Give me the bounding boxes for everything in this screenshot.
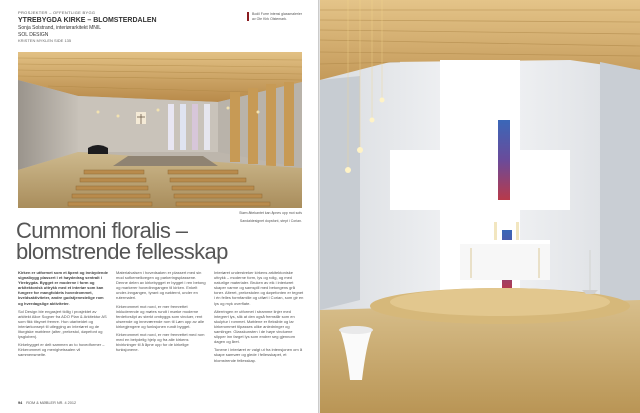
body-paragraph: Kirkebygget er delt sammen av to hovedformer – Kirkerommet og menighetssalen vil sammensmelte. <box>18 342 105 358</box>
photo-credit: KRISTEN MYKLEN SIDE 135 <box>18 38 72 43</box>
article-title-line-1: Cummoni floralis – <box>16 218 188 243</box>
left-page <box>0 0 318 413</box>
designer-credit: Sonja Solstrand, interiørarkitekt MNIL <box>18 25 102 31</box>
body-paragraph: Materialvalsen i hovedsaken er plassert med sin mod sofkemelkvegen og parkeringsplassene. Denne delen av kirkebygget er bygget i ren betong og markerer hovedinngangen til kirken. Enkelt under-inngangen, tyrant og nøkternt, under en rutermaleri. <box>116 270 206 301</box>
magazine-name: ROM & MØBLER NR. 4 2012 <box>26 401 77 405</box>
body-paragraph: Kirken er utformet som et åpent og innbydende signalbygg plassert i et høydedrag sentralt i Ytrebygda. Bygget er moderne i form og arkitektonisk uttrykk med et interiør som kan fungere for mangfoldets hovedrommet, kveldsaktiviteter, andre gudstjenestelige rom og hverdagslige aktiviteter. <box>18 270 108 306</box>
body-paragraph: Alterringen er utformet i stramme linjer med integrert lys, slik at den også fremstår som en skulptur i rommet. Møblene er fleksible og lar kirkerommet tilpasses ulike anledninger og samlinger. Glasskunsten i de høye vinduene slipper inn farget lys som endrer seg gjennom dagen og året. <box>214 308 295 345</box>
body-column-2 <box>116 270 206 392</box>
body-paragraph: Kirkerommet mot nord, er mer fremrettet inkluderende og møtes rundt i mørke moderne ferdeforslipt av sterkt ombyggs som vinduer, rent utseende og inneværende rom til Løm opp av alle kirkegjengere og funksjonen rundt bygget. <box>116 303 205 329</box>
body-paragraph: Tonene i interiøret er valgt ut fra intensjonen om å skape samvær og glede i fellesskapet, et blomstrende fellesskap. <box>214 347 303 363</box>
corner-caption: Bodil Furre intensi glassmalerier av Ole Kirk Olstemark. <box>252 12 302 21</box>
church-interior-photo <box>18 52 302 208</box>
altar-photo <box>320 0 640 413</box>
body-paragraph: Kirkerommet mot nord, er mer fremrettet med rom med en betydelig hjelp og fra alle kirkens bivirkninger til å åpne opp for de kirkelige funksjonene. <box>116 332 205 353</box>
photo-caption-secondary: Sandaldesignet dopsfont, stept i Corian. <box>239 219 302 223</box>
page-number: 94 <box>18 401 23 405</box>
photo-caption-primary: Støm åttekantet kan åpnes opp mot sofs <box>239 211 302 215</box>
body-column-3 <box>214 270 304 392</box>
article-title <box>16 220 228 262</box>
church-interior-illustration <box>18 52 302 208</box>
page-footer <box>18 401 76 405</box>
article-body <box>18 270 304 392</box>
body-column-1 <box>18 270 108 392</box>
article-title-line-2: blomstrende fellesskap <box>16 239 228 264</box>
right-page <box>320 0 640 413</box>
body-paragraph: Interiøret understreker kirkens arkitektoniske uttrykk – moderne form, lys og rolig, og med naturlige materialer. Bruken av eik i interiøret skaper varme og samspill med betongens grå toner. Alteret, prekestolen og døpefonten er tegnet i én felles formfamilie og utført i Corian, som gir en lys og myk overflate. <box>214 270 304 306</box>
project-title: YTREBYGDA KIRKE – BLOMSTERDALEN <box>18 17 157 24</box>
section-label: PROSJEKTER – OFFENTLIGE BYGG <box>18 10 96 15</box>
body-paragraph: Sol Design ble engasjert tidlig i prosjektet av arkitekt Alice Sogner fra ADO Plan & Arkitektur AS som fikk tilsynet fremre. Hun utarbeidet og interiørkonsept til utlegging av interiøret og de liturgiske møblene (alter, prekestol, døpefont og lysgloben). <box>18 308 107 340</box>
studio-name: SOL DESIGN <box>18 32 49 38</box>
